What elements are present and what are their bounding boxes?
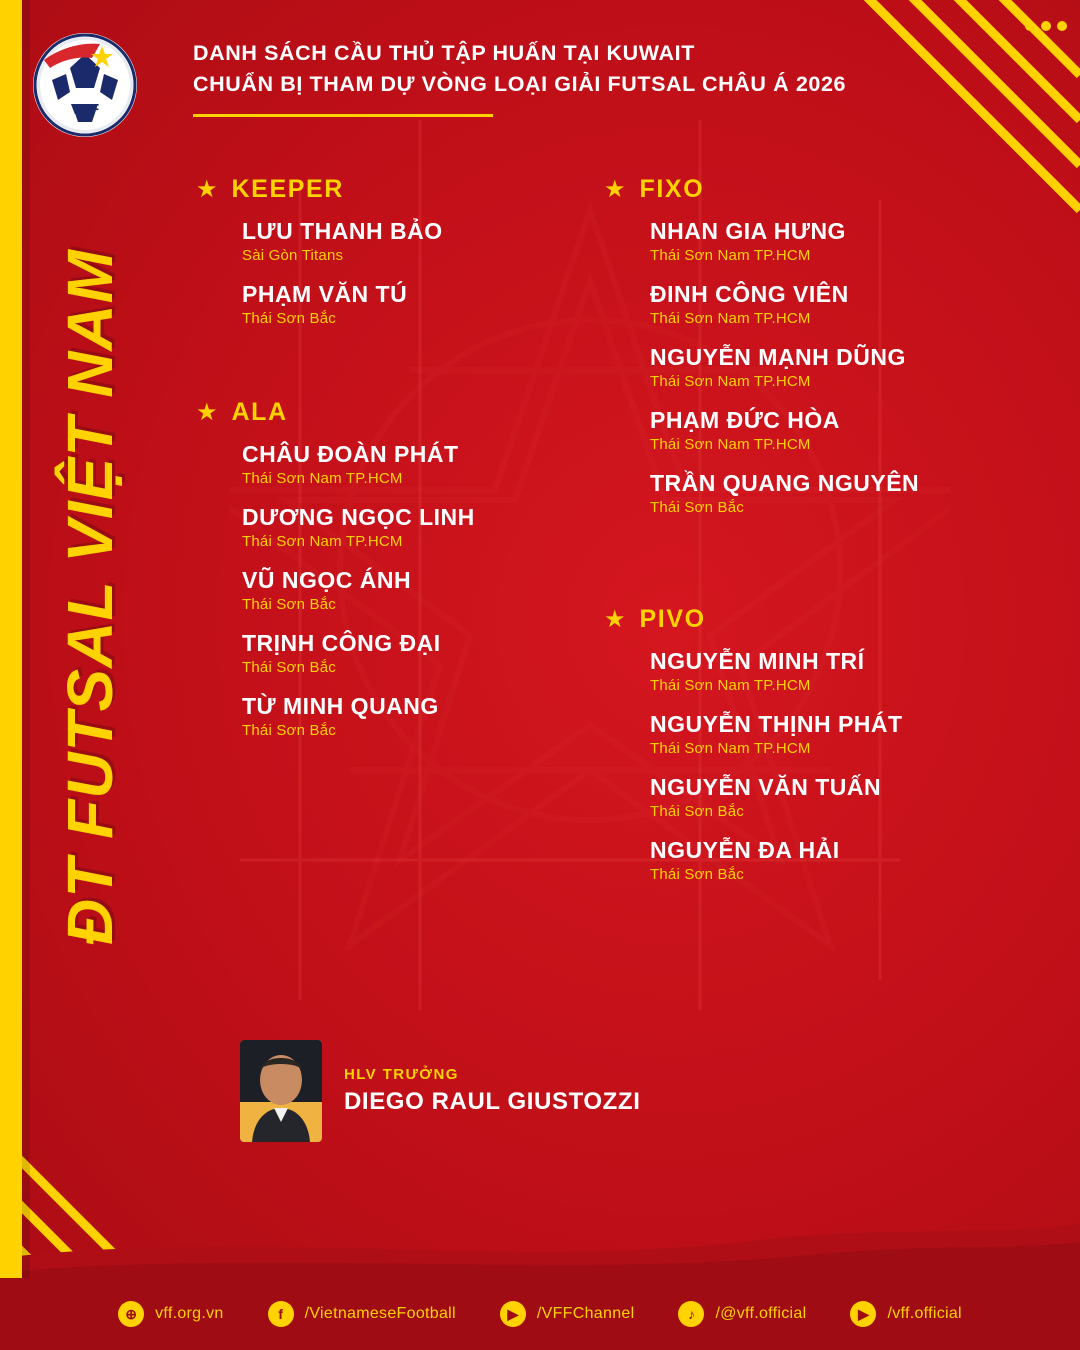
header-divider <box>193 114 493 117</box>
list-item <box>650 648 984 697</box>
social-item-play[interactable] <box>850 1301 961 1327</box>
player-club: Thái Sơn Bắc <box>650 803 744 820</box>
header-line-1: DANH SÁCH CẦU THỦ TẬP HUẤN TẠI KUWAIT <box>193 41 695 65</box>
player-club: Thái Sơn Nam TP.HCM <box>650 373 811 390</box>
player-name: VŨ NGỌC ÁNH <box>242 567 412 593</box>
list-item <box>650 407 984 456</box>
player-name: ĐINH CÔNG VIÊN <box>650 281 849 307</box>
group-title-fixo: FIXO <box>639 175 705 203</box>
social-label: /VietnameseFootball <box>304 1305 456 1322</box>
group-title-ala: ALA <box>231 398 288 426</box>
group-header-keeper <box>196 175 576 204</box>
column-right <box>604 175 984 900</box>
player-club: Thái Sơn Nam TP.HCM <box>242 533 403 550</box>
player-club: Thái Sơn Bắc <box>242 659 336 676</box>
list-item <box>242 441 576 490</box>
player-name: TRẦN QUANG NGUYÊN <box>650 470 920 496</box>
player-club: Thái Sơn Nam TP.HCM <box>242 470 403 487</box>
spacer <box>604 533 984 605</box>
list-item <box>242 693 576 742</box>
social-item-tiktok[interactable] <box>678 1301 806 1327</box>
group-header-pivo <box>604 605 984 634</box>
facebook-icon: f <box>268 1301 294 1327</box>
list-item <box>242 567 576 616</box>
player-name: NGUYỄN MẠNH DŨNG <box>650 344 906 370</box>
player-club: Thái Sơn Bắc <box>242 722 336 739</box>
list-item <box>650 218 984 267</box>
social-item-website[interactable] <box>118 1301 224 1327</box>
group-ala <box>196 398 576 742</box>
player-club: Thái Sơn Nam TP.HCM <box>650 310 811 327</box>
group-header-ala <box>196 398 576 427</box>
social-label: vff.org.vn <box>155 1305 224 1322</box>
list-item <box>650 711 984 760</box>
vertical-team-title: ĐT FUTSAL VIỆT NAM <box>54 249 126 945</box>
tiktok-icon: ♪ <box>678 1301 704 1327</box>
player-name: TRỊNH CÔNG ĐẠI <box>242 630 441 656</box>
group-fixo <box>604 175 984 519</box>
list-item <box>242 218 576 267</box>
social-label: /VFFChannel <box>536 1305 635 1322</box>
social-label: /@vff.official <box>715 1305 807 1322</box>
social-item-youtube[interactable] <box>500 1301 635 1327</box>
player-name: PHẠM VĂN TÚ <box>242 281 408 307</box>
coach-text <box>344 1066 640 1116</box>
logo-text: VFF <box>70 101 100 118</box>
list-item <box>650 470 984 519</box>
player-club: Thái Sơn Bắc <box>650 499 744 516</box>
player-club: Thái Sơn Nam TP.HCM <box>650 436 811 453</box>
social-label: /vff.official <box>887 1305 962 1322</box>
group-keeper <box>196 175 576 330</box>
list-item <box>650 837 984 886</box>
group-pivo <box>604 605 984 886</box>
coach-block <box>240 1040 640 1142</box>
list-item <box>242 504 576 553</box>
group-title-pivo: PIVO <box>639 605 706 633</box>
header-block <box>193 38 893 117</box>
player-club: Thái Sơn Bắc <box>242 596 336 613</box>
coach-avatar <box>240 1040 322 1142</box>
player-name: TỪ MINH QUANG <box>242 693 439 719</box>
social-item-facebook[interactable] <box>268 1301 456 1327</box>
group-title-keeper: KEEPER <box>231 175 344 203</box>
list-item <box>650 774 984 823</box>
player-name: NGUYỄN VĂN TUẤN <box>650 774 882 800</box>
player-name: NGUYỄN ĐA HẢI <box>650 837 840 863</box>
left-accent-band <box>0 0 22 1350</box>
player-club: Thái Sơn Nam TP.HCM <box>650 740 811 757</box>
player-name: NGUYỄN MINH TRÍ <box>650 648 865 674</box>
star-icon: ★ <box>196 175 218 203</box>
group-header-fixo <box>604 175 984 204</box>
player-name: CHÂU ĐOÀN PHÁT <box>242 441 459 467</box>
globe-icon: ⊕ <box>118 1301 144 1327</box>
player-name: NGUYỄN THỊNH PHÁT <box>650 711 903 737</box>
spacer <box>196 344 576 398</box>
left-accent-band-shadow <box>22 0 30 1350</box>
list-item <box>242 281 576 330</box>
list-item <box>650 344 984 393</box>
player-club: Thái Sơn Nam TP.HCM <box>650 247 811 264</box>
player-club: Thái Sơn Nam TP.HCM <box>650 677 811 694</box>
star-icon: ★ <box>604 605 626 633</box>
star-icon: ★ <box>196 398 218 426</box>
footer-social-bar <box>0 1278 1080 1350</box>
coach-name: DIEGO RAUL GIUSTOZZI <box>344 1088 641 1115</box>
coach-role: HLV TRƯỞNG <box>344 1066 459 1083</box>
player-club: Thái Sơn Bắc <box>242 310 336 327</box>
player-name: LƯU THANH BẢO <box>242 218 443 244</box>
player-name: PHẠM ĐỨC HÒA <box>650 407 840 433</box>
star-icon: ★ <box>604 175 626 203</box>
column-left <box>196 175 576 756</box>
player-name: DƯƠNG NGỌC LINH <box>242 504 475 530</box>
play-icon: ▶ <box>850 1301 876 1327</box>
vff-logo <box>30 30 140 140</box>
bottom-wave-divider <box>0 1218 1080 1278</box>
list-item <box>242 630 576 679</box>
header-line-2: CHUẨN BỊ THAM DỰ VÒNG LOẠI GIẢI FUTSAL CHÂU Á 2026 <box>193 72 847 96</box>
list-item <box>650 281 984 330</box>
player-club: Thái Sơn Bắc <box>650 866 744 883</box>
youtube-icon: ▶ <box>500 1301 526 1327</box>
player-name: NHAN GIA HƯNG <box>650 218 846 244</box>
player-club: Sài Gòn Titans <box>242 247 344 264</box>
